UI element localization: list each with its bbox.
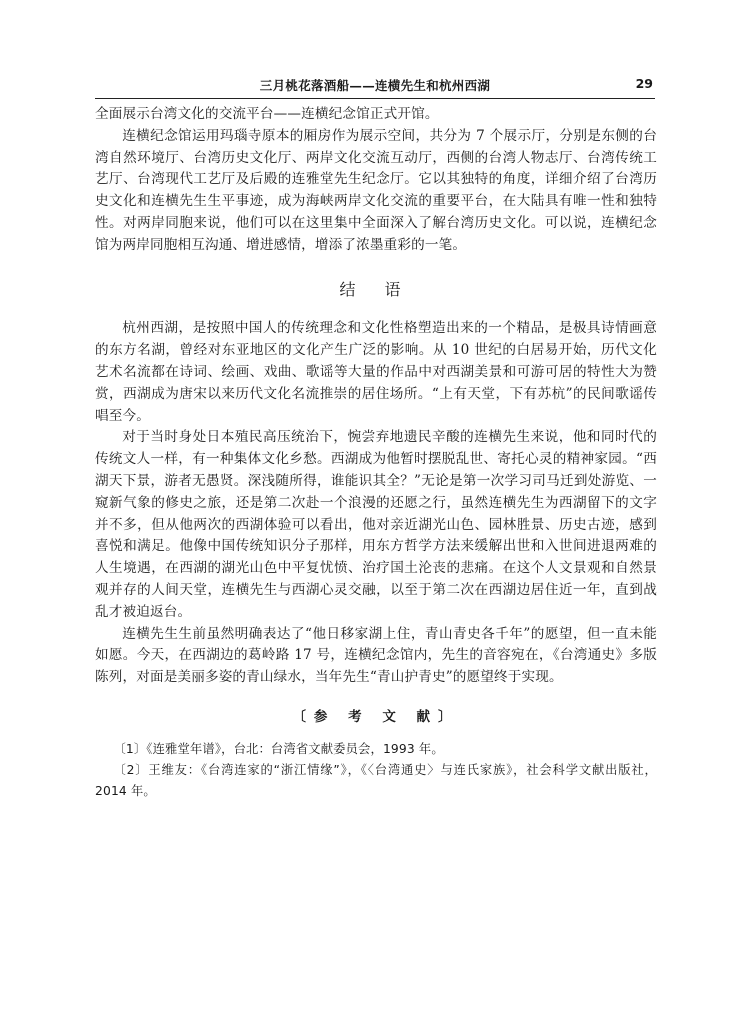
- header-rule: [95, 98, 655, 99]
- running-header: [95, 76, 655, 96]
- paragraph-lianheng: 对于当时身处日本殖民高压统治下，惋尝弃地遗民辛酸的连横先生来说，他和同时代的传统文人一样，有一种集体文化乡愁。西湖成为他暂时摆脱乱世、寄托心灵的精神家园。“西湖天下景，游者无愚贤。深浅随所得，谁能识其全？”无论是第一次学习司马迁到处游览、一窥新气象的修史之旅，还是第二次赴一个浪漫的还愿之行，虽然连横先生为西湖留下的文字并不多，但从他两次的西湖体验可以看出，他对亲近湖光山色、园林胜景、历史古迹，感到喜悦和满足。他像中国传统知识分子那样，用东方哲学方法来缓解出世和入世间进退两难的人生境遇，在西湖的湖光山色中平复忧愤、治疗国土沦丧的悲痛。在这个人文景观和自然景观并存的人间天堂，连横先生与西湖心灵交融，以至于第二次在西湖边居住近一年，直到战乱才被迫返台。: [95, 429, 657, 620]
- body-text: [95, 104, 657, 802]
- section-title-conclusion: 结 语: [339, 279, 413, 299]
- references-title: 〔参 考 文 献〕: [292, 708, 460, 725]
- reference-list: [95, 739, 657, 802]
- reference-item: 〔2〕王维友：《台湾连家的“浙江情缘”》，《〈台湾通史〉与连氏家族》，社会科学文献出版社，2014 年。: [95, 762, 657, 798]
- page-number: 29: [635, 76, 653, 91]
- paragraph-continuation: 全面展示台湾文化的交流平台——连横纪念馆正式开馆。: [95, 106, 439, 122]
- paragraph-west-lake: 杭州西湖，是按照中国人的传统理念和文化性格塑造出来的一个精品，是极具诗情画意的东方名湖，曾经对东亚地区的文化产生广泛的影响。从 10 世纪的白居易开始，历代文化艺术名流都在诗词、绘画、戏曲、歌谣等大量的作品中对西湖美景和可游可居的特性大为赞赏，西湖成为唐宋以来历代文化名流推崇的居住场所。“上有天堂，下有苏杭”的民间歌谣传唱至今。: [95, 320, 657, 424]
- paragraph-wish: 连横先生生前虽然明确表达了“他日移家湖上住，青山青史各千年”的愿望，但一直未能如愿。今天，在西湖边的葛岭路 17 号，连横纪念馆内，先生的音容宛在，《台湾通史》多版陈列，对面是美丽多姿的青山绿水，当年先生“青山护青史”的愿望终于实现。: [95, 625, 657, 686]
- paragraph-museum: 连横纪念馆运用玛瑙寺原本的厢房作为展示空间，共分为 7 个展示厅，分别是东侧的台湾自然环境厅、台湾历史文化厅、两岸文化交流互动厅，西侧的台湾人物志厅、台湾传统工艺厅、台湾现代工艺厅及后殿的连雅堂先生纪念厅。它以其独特的角度，详细介绍了台湾历史文化和连横先生生平事迹，成为海峡两岸文化交流的重要平台，在大陆具有唯一性和独特性。对两岸同胞来说，他们可以在这里集中全面深入了解台湾历史文化。可以说，连横纪念馆为两岸同胞相互沟通、增进感情，增添了浓墨重彩的一笔。: [95, 127, 657, 253]
- reference-item: 〔1〕《连雅堂年谱》，台北：台湾省文献委员会，1993 年。: [113, 741, 444, 756]
- running-title: 三月桃花落酒船——连横先生和杭州西湖: [259, 78, 491, 93]
